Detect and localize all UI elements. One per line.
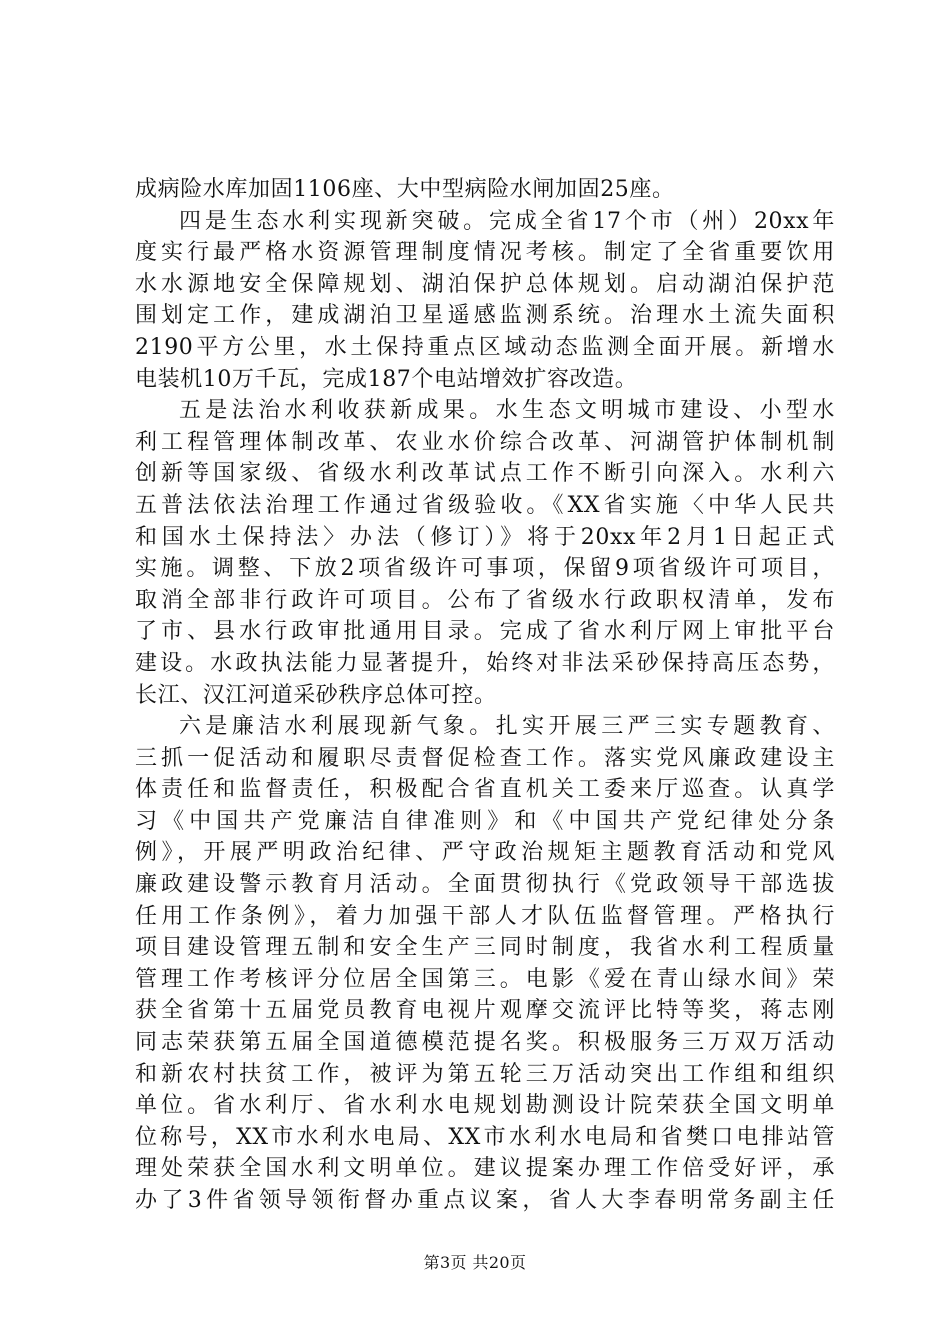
- text-line: 和新农村扶贫工作，被评为第五轮三万活动突出工作组和组织: [135, 1061, 835, 1087]
- text-line: 任用工作条例》，着力加强干部人才队伍监督管理。严格执行: [135, 903, 835, 929]
- text-line: 2190平方公里，水土保持重点区域动态监测全面开展。新增水: [135, 334, 835, 360]
- text-line: 成病险水库加固1106座、大中型病险水闸加固25座。: [135, 177, 675, 202]
- text-line: 和国水土保持法〉办法（修订）》将于20xx年2月1日起正式: [135, 524, 835, 550]
- text-line: 位称号，XX市水利水电局、XX市水利水电局和省樊口电排站管: [135, 1124, 835, 1150]
- text-line: 办了3件省领导领衔督办重点议案，省人大李春明常务副主任: [135, 1188, 835, 1213]
- text-line: 水水源地安全保障规划、湖泊保护总体规划。启动湖泊保护范: [135, 271, 835, 297]
- text-line: 度实行最严格水资源管理制度情况考核。制定了全省重要饮用: [135, 240, 835, 266]
- text-line: 三抓一促活动和履职尽责督促检查工作。落实党风廉政建设主: [135, 745, 835, 771]
- text-line: 实施。调整、下放2项省级许可事项，保留9项省级许可项目，: [135, 556, 835, 582]
- paragraph-start-line: 四是生态水利实现新突破。完成全省17个市（州）20xx年: [179, 208, 835, 234]
- text-line: 单位。省水利厅、省水利水电规划勘测设计院荣获全国文明单: [135, 1093, 835, 1119]
- text-line: 了市、县水行政审批通用目录。完成了省水利厅网上审批平台: [135, 619, 835, 645]
- text-line: 取消全部非行政许可项目。公布了省级水行政职权清单，发布: [135, 587, 835, 613]
- text-line: 五普法依法治理工作通过省级验收。《XX省实施〈中华人民共: [135, 492, 835, 518]
- text-line: 围划定工作，建成湖泊卫星遥感监测系统。治理水土流失面积: [135, 303, 835, 329]
- text-line: 例》，开展严明政治纪律、严守政治规矩主题教育活动和党风: [135, 840, 835, 866]
- document-body: [135, 174, 835, 1217]
- text-line: 建设。水政执法能力显著提升，始终对非法采砂保持高压态势，: [135, 650, 835, 676]
- text-line: 管理工作考核评分位居全国第三。电影《爱在青山绿水间》荣: [135, 966, 835, 992]
- text-line: 电装机10万千瓦，完成187个电站增效扩容改造。: [135, 366, 638, 392]
- text-line: 理处荣获全国水利文明单位。建议提案办理工作倍受好评，承: [135, 1156, 835, 1182]
- text-line: 获全省第十五届党员教育电视片观摩交流评比特等奖，蒋志刚: [135, 998, 835, 1024]
- text-line: 廉政建设警示教育月活动。全面贯彻执行《党政领导干部选拔: [135, 872, 835, 898]
- text-line: 项目建设管理五制和安全生产三同时制度，我省水利工程质量: [135, 935, 835, 961]
- paragraph-start-line: 六是廉洁水利展现新气象。扎实开展三严三实专题教育、: [179, 714, 835, 740]
- text-line: 体责任和监督责任，积极配合省直机关工委来厅巡查。认真学: [135, 777, 835, 803]
- text-line: 长江、汉江河道采砂秩序总体可控。: [135, 682, 497, 708]
- text-line: 创新等国家级、省级水利改革试点工作不断引向深入。水利六: [135, 461, 835, 487]
- text-line: 利工程管理体制改革、农业水价综合改革、河湖管护体制机制: [135, 429, 835, 455]
- text-line: 习《中国共产党廉洁自律准则》和《中国共产党纪律处分条: [135, 808, 835, 834]
- page-number-footer: 第3页 共20页: [423, 1253, 527, 1272]
- paragraph-start-line: 五是法治水利收获新成果。水生态文明城市建设、小型水: [179, 398, 835, 424]
- text-line: 同志荣获第五届全国道德模范提名奖。积极服务三万双万活动: [135, 1030, 835, 1056]
